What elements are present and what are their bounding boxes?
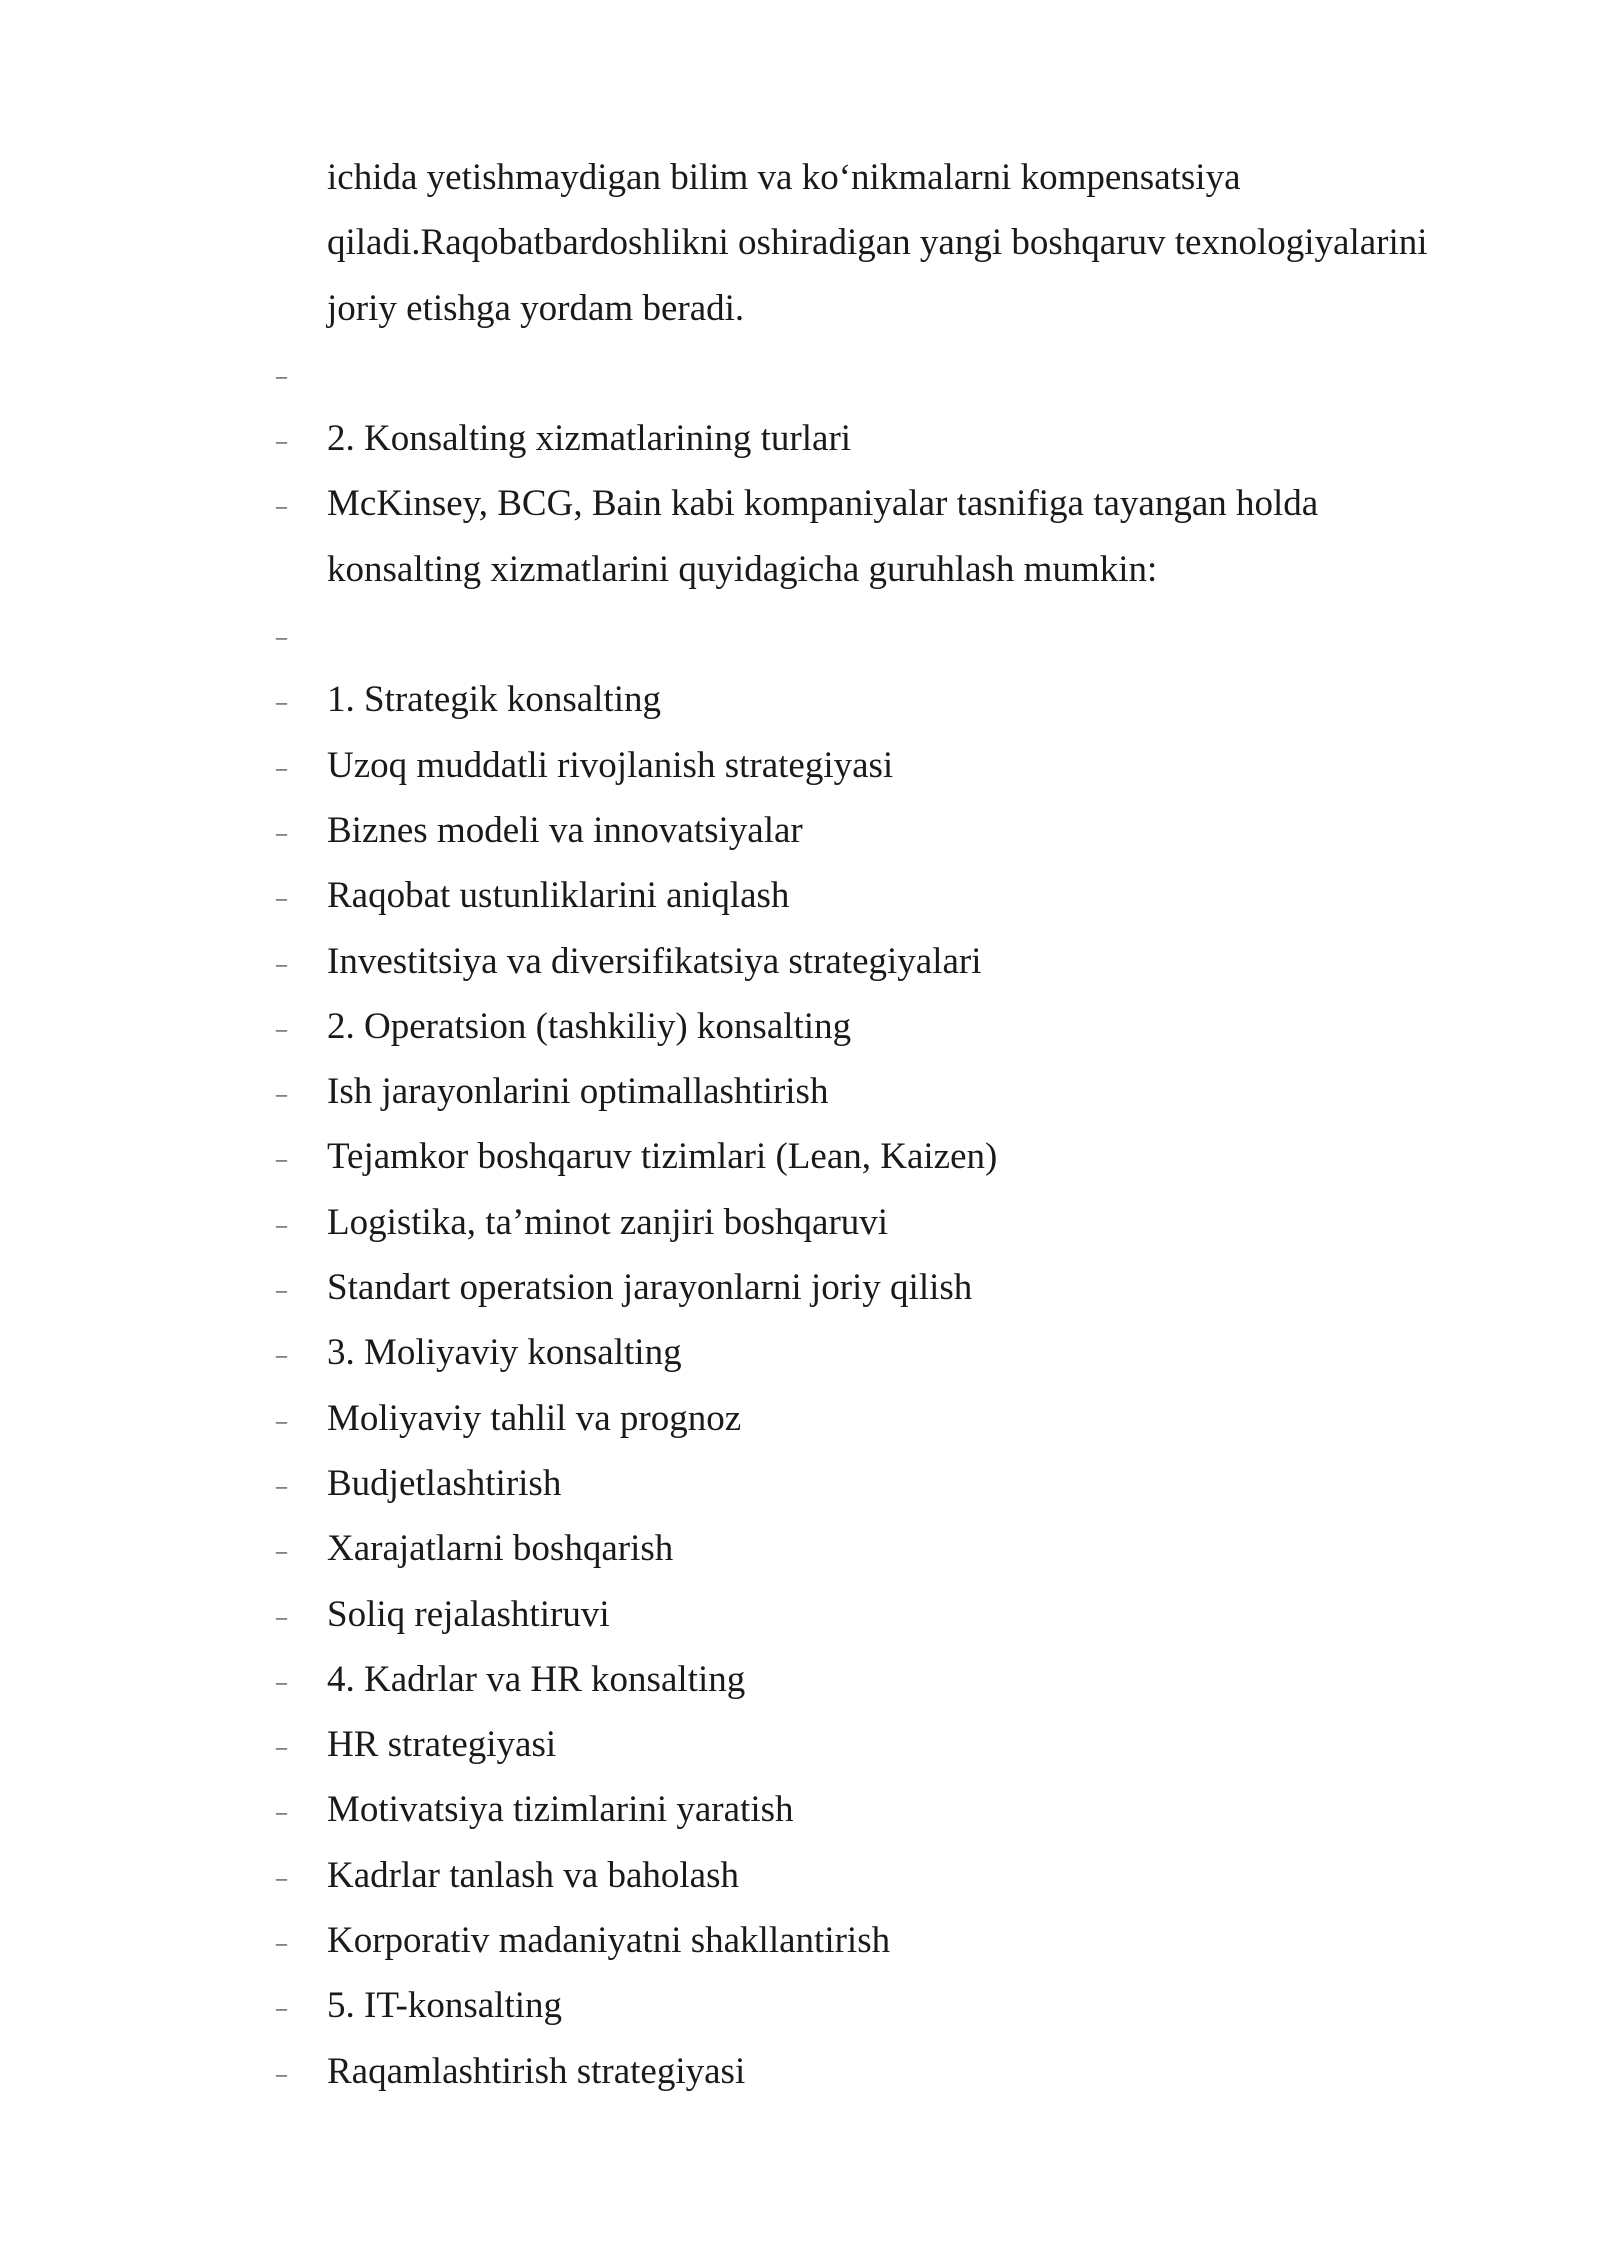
list-item: [276, 1582, 1476, 1647]
list-item-text: Xarajatlarni boshqarish: [327, 1528, 674, 1570]
list-item: [276, 471, 1476, 536]
list-item-text: Tejamkor boshqaruv tizimlari (Lean, Kaizen): [327, 1136, 998, 1178]
dash-bullet-icon: –: [276, 428, 287, 454]
list-item-text: Soliq rejalashtiruvi: [327, 1593, 610, 1635]
list-item-text: Motivatsiya tizimlarini yaratish: [327, 1789, 794, 1831]
intro-text: konsalting xizmatlarini quyidagicha guruhlash mumkin:: [327, 548, 1158, 590]
dash-bullet-icon: –: [276, 493, 287, 519]
list-item-text: Korporativ madaniyatni shakllantirish: [327, 1920, 891, 1962]
list-item: [276, 1190, 1476, 1255]
document-body: [276, 145, 1476, 2104]
list-item-text: 3. Moliyaviy konsalting: [327, 1332, 682, 1374]
dash-bullet-icon: –: [276, 2060, 287, 2086]
list-item: [276, 1124, 1476, 1189]
dash-bullet-icon: –: [276, 1211, 287, 1237]
list-item: [276, 863, 1476, 928]
list-item-text: Kadrlar tanlash va baholash: [327, 1854, 739, 1896]
list-item: [276, 667, 1476, 732]
list-item: [276, 1255, 1476, 1320]
list-item: [276, 1320, 1476, 1385]
list-item-text: Uzoq muddatli rivojlanish strategiyasi: [327, 744, 894, 786]
dash-bullet-icon: –: [276, 1146, 287, 1172]
list-item: [276, 1843, 1476, 1908]
list-item: [276, 1516, 1476, 1581]
list-item: [276, 929, 1476, 994]
dash-bullet-icon: –: [276, 1472, 287, 1498]
dash-bullet-icon: –: [276, 1864, 287, 1890]
dash-bullet-icon: –: [276, 1668, 287, 1694]
list-item-text: Moliyaviy tahlil va prognoz: [327, 1397, 742, 1439]
dash-bullet-icon: –: [276, 1277, 287, 1303]
list-item: [276, 1908, 1476, 1973]
dash-bullet-icon: –: [276, 1799, 287, 1825]
service-list: [276, 667, 1476, 2104]
empty-list-item: [276, 341, 1476, 406]
list-item-text: Logistika, ta’minot zanjiri boshqaruvi: [327, 1201, 889, 1243]
list-item: [276, 2039, 1476, 2104]
list-item-text: Budjetlashtirish: [327, 1462, 562, 1504]
section-heading: [276, 406, 1476, 471]
dash-bullet-icon: –: [276, 1930, 287, 1956]
list-item: [276, 798, 1476, 863]
dash-bullet-icon: –: [276, 362, 287, 388]
empty-list-item: [276, 602, 1476, 667]
dash-bullet-icon: –: [276, 1603, 287, 1629]
paragraph-text: qiladi.Raqobatbardoshlikni oshiradigan yangi boshqaruv texnologiyalarini: [327, 222, 1428, 264]
paragraph-line: [276, 276, 1476, 341]
list-item: [276, 1712, 1476, 1777]
list-item: [276, 994, 1476, 1059]
paragraph-text: joriy etishga yordam beradi.: [327, 287, 745, 329]
list-item-text: Investitsiya va diversifikatsiya strategiyalari: [327, 940, 982, 982]
list-item: [276, 1059, 1476, 1124]
dash-bullet-icon: –: [276, 1081, 287, 1107]
list-item-text: Biznes modeli va innovatsiyalar: [327, 809, 803, 851]
list-item-text: Raqamlashtirish strategiyasi: [327, 2050, 746, 2092]
dash-bullet-icon: –: [276, 1538, 287, 1564]
list-item-continuation: [276, 537, 1476, 602]
dash-bullet-icon: –: [276, 1407, 287, 1433]
list-item: [276, 1777, 1476, 1842]
intro-text: McKinsey, BCG, Bain kabi kompaniyalar tasnifiga tayangan holda: [327, 483, 1319, 525]
dash-bullet-icon: –: [276, 950, 287, 976]
list-item: [276, 1386, 1476, 1451]
list-item-text: Raqobat ustunliklarini aniqlash: [327, 875, 790, 917]
list-item-text: 4. Kadrlar va HR konsalting: [327, 1658, 746, 1700]
list-item: [276, 733, 1476, 798]
dash-bullet-icon: –: [276, 1995, 287, 2021]
dash-bullet-icon: –: [276, 1015, 287, 1041]
paragraph-line: [276, 145, 1476, 210]
dash-bullet-icon: –: [276, 819, 287, 845]
list-item-text: Standart operatsion jarayonlarni joriy qilish: [327, 1267, 973, 1309]
paragraph-line: [276, 210, 1476, 275]
dash-bullet-icon: –: [276, 1734, 287, 1760]
list-item-text: 5. IT-konsalting: [327, 1985, 563, 2027]
list-item-text: 1. Strategik konsalting: [327, 679, 661, 721]
dash-bullet-icon: –: [276, 1342, 287, 1368]
list-item-text: 2. Operatsion (tashkiliy) konsalting: [327, 1005, 852, 1047]
list-item-text: HR strategiyasi: [327, 1724, 557, 1766]
dash-bullet-icon: –: [276, 885, 287, 911]
dash-bullet-icon: –: [276, 689, 287, 715]
list-item: [276, 1451, 1476, 1516]
list-item-text: Ish jarayonlarini optimallashtirish: [327, 1071, 829, 1113]
dash-bullet-icon: –: [276, 754, 287, 780]
paragraph-text: ichida yetishmaydigan bilim va ko‘nikmalarni kompensatsiya: [327, 157, 1241, 198]
list-item: [276, 1973, 1476, 2038]
list-item: [276, 1647, 1476, 1712]
dash-bullet-icon: –: [276, 624, 287, 650]
section-heading-text: 2. Konsalting xizmatlarining turlari: [327, 418, 852, 460]
